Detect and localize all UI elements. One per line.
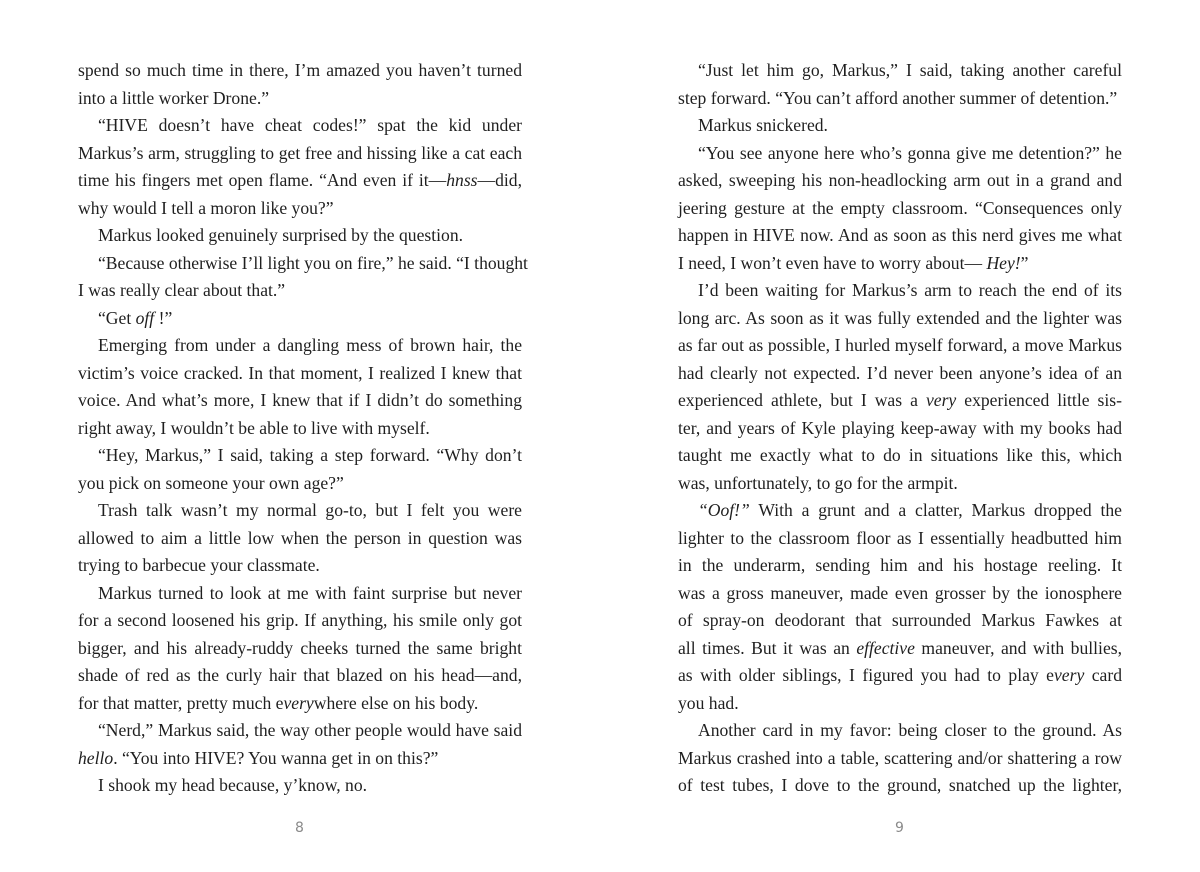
- left-page-number: 8: [295, 820, 305, 836]
- text-line: shade of red as the curly hair that blazed on his head—and,: [78, 665, 522, 685]
- text-line: of test tubes, I dove to the ground, snatched up the lighter,: [678, 775, 1122, 795]
- text-line: Emerging from under a dangling mess of brown hair, the: [98, 335, 522, 355]
- text-line: you had.: [678, 692, 739, 713]
- text-line: long arc. As soon as it was fully extended and the lighter was: [678, 307, 1122, 328]
- text-line: why would I tell a moron like you?”: [78, 197, 334, 218]
- text-line: for a second loosened his grip. If anything, his smile only got: [78, 610, 522, 630]
- text-line: jeering gesture at the empty classroom. “Consequences only: [678, 197, 1122, 218]
- text-line: all times. But it was an effective maneuver, and with bullies,: [678, 637, 1122, 658]
- text-line: hello. “You into HIVE? You wanna get in on this?”: [78, 747, 439, 768]
- text-line: as with older siblings, I figured you had to play every card: [678, 665, 1122, 685]
- text-line: trying to barbecue your classmate.: [78, 555, 320, 575]
- text-line: had clearly not expected. I’d never been anyone’s idea of an: [678, 362, 1122, 383]
- right-page-number: 9: [895, 820, 905, 836]
- text-line: in the underarm, sending him and his hostage reeling. It: [678, 555, 1122, 575]
- text-line: for that matter, pretty much everywhere else on his body.: [78, 692, 479, 713]
- text-line: lighter to the classroom floor as I essentially headbutted him: [678, 527, 1122, 548]
- right-page-text: [678, 57, 1122, 800]
- text-line: “Because otherwise I’ll light you on fire,” he said. “I thought: [98, 252, 528, 273]
- text-line: was, unfortunately, to go for the armpit.: [678, 472, 958, 493]
- text-line: time his fingers met open flame. “And even if it—hnss—did,: [78, 170, 522, 190]
- text-line: ter, and years of Kyle playing keep-away with my books had: [678, 417, 1122, 438]
- text-line: step forward. “You can’t afford another summer of detention.”: [678, 87, 1118, 108]
- text-line: “You see anyone here who’s gonna give me detention?” he: [698, 142, 1122, 163]
- text-line: allowed to aim a little low when the person in question was: [78, 527, 522, 548]
- text-line: “Get off !”: [98, 307, 173, 328]
- text-line: I’d been waiting for Markus’s arm to reach the end of its: [698, 280, 1122, 300]
- left-page-text: [78, 57, 528, 800]
- text-line: “HIVE doesn’t have cheat codes!” spat the kid under: [98, 115, 522, 135]
- text-line: Trash talk wasn’t my normal go-to, but I felt you were: [98, 500, 522, 520]
- text-line: “Oof!” With a grunt and a clatter, Markus dropped the: [698, 500, 1122, 520]
- text-line: you pick on someone your own age?”: [78, 472, 344, 493]
- text-line: I was really clear about that.”: [78, 280, 286, 300]
- text-line: I need, I won’t even have to worry about— Hey!”: [678, 252, 1029, 273]
- text-line: happen in HIVE now. And as soon as this nerd gives me what: [678, 225, 1122, 245]
- text-line: victim’s voice cracked. In that moment, I realized I knew that: [78, 362, 522, 383]
- text-line: Another card in my favor: being closer to the ground. As: [698, 720, 1122, 740]
- text-line: bigger, and his already-ruddy cheeks turned the same bright: [78, 637, 522, 658]
- text-line: voice. And what’s more, I knew that if I didn’t do something: [78, 390, 522, 410]
- text-line: “Nerd,” Markus said, the way other people would have said: [98, 720, 522, 740]
- text-line: Markus’s arm, struggling to get free and hissing like a cat each: [78, 142, 522, 163]
- text-line: right away, I wouldn’t be able to live with myself.: [78, 417, 430, 438]
- text-line: Markus turned to look at me with faint surprise but never: [98, 582, 522, 603]
- text-line: “Just let him go, Markus,” I said, taking another careful: [698, 60, 1122, 80]
- text-line: I shook my head because, y’know, no.: [98, 775, 368, 795]
- text-line: asked, sweeping his non-headlocking arm out in a grand and: [678, 170, 1122, 190]
- text-line: experienced athlete, but I was a very experienced little sis-: [678, 390, 1122, 410]
- text-line: spend so much time in there, I’m amazed you haven’t turned: [78, 60, 522, 80]
- text-line: was a gross maneuver, made even grosser by the ionosphere: [678, 582, 1122, 603]
- text-line: as far out as possible, I hurled myself forward, a move Markus: [678, 335, 1122, 355]
- text-line: taught me exactly what to do in situations like this, which: [678, 445, 1122, 465]
- text-line: into a little worker Drone.”: [78, 87, 270, 108]
- text-line: of spray-on deodorant that surrounded Markus Fawkes at: [678, 610, 1122, 630]
- text-line: Markus crashed into a table, scattering and/or shattering a row: [678, 747, 1122, 768]
- text-line: Markus looked genuinely surprised by the question.: [98, 225, 464, 245]
- text-line: “Hey, Markus,” I said, taking a step forward. “Why don’t: [98, 445, 522, 465]
- text-line: Markus snickered.: [698, 115, 828, 135]
